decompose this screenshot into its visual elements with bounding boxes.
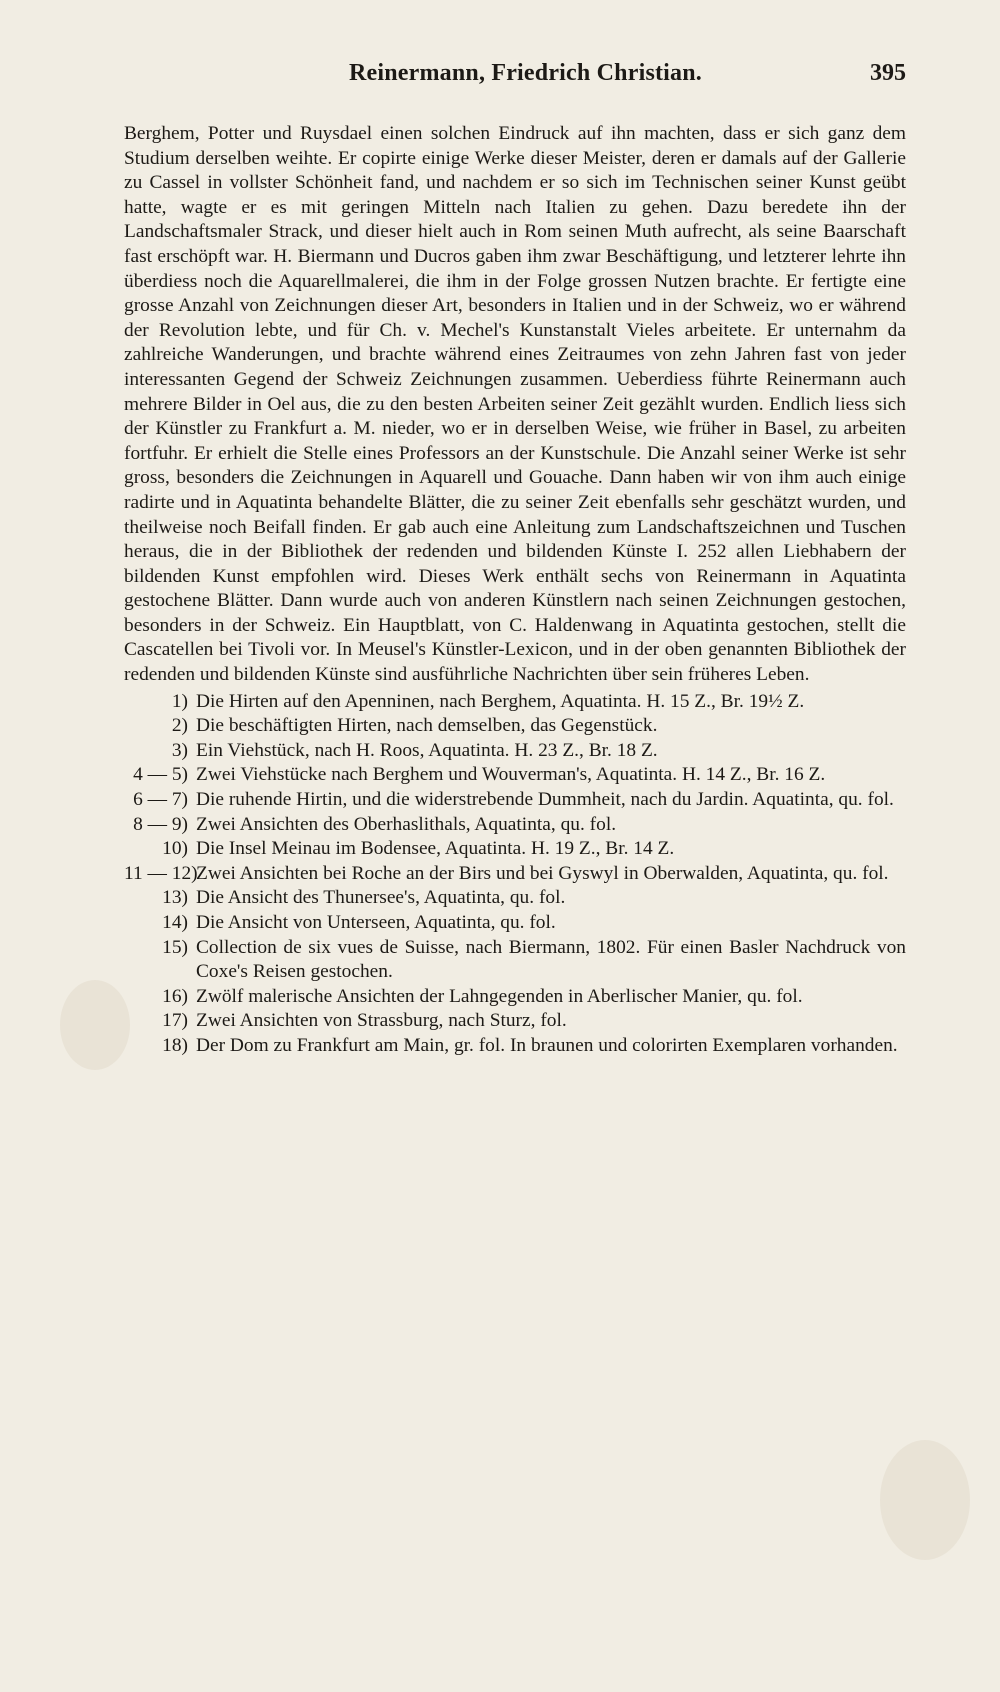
entry-text: Zwei Ansichten von Strassburg, nach Sturz, fol. <box>196 1010 567 1032</box>
paper-stain <box>60 980 130 1070</box>
entry-text: Zwei Viehstücke nach Berghem und Wouverman's, Aquatinta. H. 14 Z., Br. 16 Z. <box>196 764 826 786</box>
entry-text: Die beschäftigten Hirten, nach demselben, das Gegenstück. <box>196 715 658 737</box>
entry-text: Die Ansicht von Unterseen, Aquatinta, qu. fol. <box>196 912 556 933</box>
running-head: Reinermann, Friedrich Christian. <box>348 60 702 86</box>
entry-text: Zwei Ansichten des Oberhaslithals, Aquatinta, qu. fol. <box>196 813 617 835</box>
works-catalogue <box>124 690 906 1059</box>
catalogue-entry <box>124 714 906 739</box>
entry-text: Die Hirten auf den Apenninen, nach Berghem, Aquatinta. H. 15 Z., Br. 19½ Z. <box>196 690 805 712</box>
page-header <box>124 60 906 94</box>
catalogue-entry <box>124 739 906 764</box>
entry-text: Zwei Ansichten bei Roche an der Birs und bei Gyswyl in Oberwalden, Aquatinta, qu. fol. <box>196 862 889 884</box>
entry-number: 4 — 5) <box>133 764 188 786</box>
biography-paragraph: Berghem, Potter und Ruysdael einen solchen Eindruck auf ihn machten, dass er sich ganz dem Studium derselben weihte. Er copirte einige Werke dieser Meister, deren er damals auf der Gallerie zu Cassel in vollster Schönheit fand, und nachdem er so sich im Technischen seiner Kunst geübt hatte, wagte er es mit geringen Mitteln nach Italien zu gehen. Dazu beredete ihn der Landschaftsmaler Strack, und dieser hielt auch in Rom seinen Muth aufrecht, als seine Baarschaft fast erschöpft war. H. Biermann und Ducros gaben ihm zwar Beschäftigung, und letzterer lehrte ihn überdiess noch die Aquarellmalerei, die ihm in der Folge grossen Nutzen brachte. Er fertigte eine grosse Anzahl von Zeichnungen dieser Art, besonders in Italien und in der Schweiz, wo er während der Revolution lebte, und für Ch. v. Mechel's Kunstanstalt Vieles arbeitete. Er unternahm da zahlreiche Wanderungen, und brachte während eines Zeitraumes von zehn Jahren fast von jeder interessanten Gegend der Schweiz Zeichnungen zusammen. Ueberdiess führte Reinermann auch mehrere Bilder in Oel aus, die zu den besten Arbeiten seiner Zeit gezählt wurden. Endlich liess sich der Künstler zu Frankfurt a. M. nieder, wo er in derselben Weise, wie früher in Basel, zu arbeiten fortfuhr. Er erhielt die Stelle eines Professors an der Kunstschule. Die Anzahl seiner Werke ist sehr gross, besonders die Zeichnungen in Aquarell und Gouache. Dann haben wir von ihm auch einige radirte und in Aquatinta behandelte Blätter, die zu seiner Zeit ebenfalls sehr geschätzt wurden, und theilweise noch Beifall finden. Er gab auch eine Anleitung zum Landschaftszeichnen und Tuschen heraus, die in der Bibliothek der redenden und bildenden Künste I. 252 allen Liebhabern der bildenden Kunst empfohlen wird. Dieses Werk enthält sechs von Reinermann in Aquatinta gestochene Blätter. Dann wurde auch von anderen Künstlern nach seinen Zeichnungen gestochen, besonders in der Schweiz. Ein Hauptblatt, von C. Haldenwang in Aquatinta gestochen, stellt die Cascatellen bei Tivoli vor. In Meusel's Künstler-Lexicon, und in der oben genannten Bibliothek der redenden und bildenden Künste sind ausführliche Nachrichten über sein früheres Leben. <box>124 123 906 686</box>
entry-number: 3) <box>171 739 188 761</box>
entry-number: 13) <box>162 887 188 909</box>
entry-number: 2) <box>171 715 188 737</box>
entry-text: Ein Viehstück, nach H. Roos, Aquatinta. H. 23 Z., Br. 18 Z. <box>196 739 658 761</box>
page-number: 395 <box>870 60 906 86</box>
catalogue-entry <box>124 788 906 813</box>
catalogue-entry <box>124 1009 906 1034</box>
entry-text: Die Insel Meinau im Bodensee, Aquatinta. H. 19 Z., Br. 14 Z. <box>196 838 675 860</box>
catalogue-entry <box>124 690 906 715</box>
catalogue-entry <box>124 886 906 911</box>
catalogue-entry <box>124 813 906 838</box>
entry-number: 8 — 9) <box>133 813 188 835</box>
entry-number: 18) <box>162 1034 188 1056</box>
catalogue-entry <box>124 862 906 887</box>
catalogue-entry <box>124 911 906 936</box>
catalogue-entry <box>124 985 906 1010</box>
entry-number: 11 — 12) <box>124 862 198 884</box>
entry-text: Die ruhende Hirtin, und die widerstrebende Dummheit, nach du Jardin. Aquatinta, qu. fol. <box>196 789 894 811</box>
entry-text: Zwölf malerische Ansichten der Lahngegenden in Aberlischer Manier, qu. fol. <box>196 985 803 1007</box>
catalogue-entry <box>124 837 906 862</box>
entry-number: 17) <box>162 1010 188 1032</box>
entry-number: 14) <box>162 912 188 933</box>
entry-number: 16) <box>162 985 188 1007</box>
catalogue-entry <box>124 763 906 788</box>
catalogue-entry <box>124 1034 906 1059</box>
catalogue-entry <box>124 936 906 985</box>
entry-number: 6 — 7) <box>133 789 188 811</box>
page-content <box>124 60 906 1059</box>
entry-text: Collection de six vues de Suisse, nach Biermann, 1802. Für einen Basler Nachdruck von Coxe's Reisen gestochen. <box>196 936 906 983</box>
entry-number: 10) <box>162 838 188 860</box>
entry-text: Die Ansicht des Thunersee's, Aquatinta, qu. fol. <box>196 887 566 909</box>
entry-number: 1) <box>171 690 188 712</box>
entry-number: 15) <box>162 936 188 958</box>
entry-text: Der Dom zu Frankfurt am Main, gr. fol. In braunen und colorirten Exemplaren vorhanden. <box>196 1034 898 1056</box>
paper-stain <box>880 1440 970 1560</box>
